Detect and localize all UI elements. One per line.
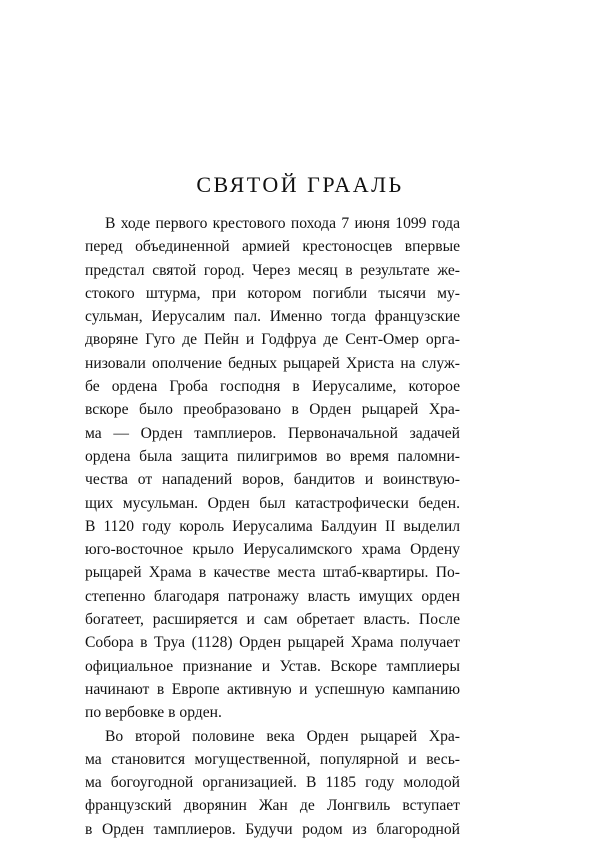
text-line: Собора в Труа (1128) Орден рыцарей Храма получает [85,634,460,652]
text-line: низовали ополчение бедных рыцарей Христа на служ- [85,354,460,372]
text-line: В ходе первого крестового похода 7 июня 1099 года [105,215,460,232]
text-line: ма — Орден тамплиеров. Первоначальной задачей [85,424,460,442]
text-line: по вербовке в орден. [85,704,222,722]
text-line: юго-восточное крыло Иерусалимского храма Ордену [85,541,460,559]
text-line: рыцарей Храма в качестве места штаб-квартиры. По- [85,564,460,582]
text-line: бе ордена Гроба господня в Иерусалиме, которое [85,378,460,396]
text-line: Во второй половине века Орден рыцарей Хра- [105,727,460,745]
text-line: дворяне Гуго де Пейн и Годфруа де Сент-Омер орга- [85,331,460,349]
body-text [85,212,460,841]
text-line: степенно благодаря патронажу власть имущих орден [85,587,460,605]
text-line: в Орден тамплиеров. Будучи родом из благородной [85,820,460,838]
text-line: вскоре было преобразовано в Орден рыцарей Хра- [85,401,460,419]
text-line: перед объединенной армией крестоносцев впервые [85,238,460,256]
text-line: ма богоугодной организацией. В 1185 году молодой [85,774,460,792]
text-line: богатеет, расширяется и сам обретает власть. После [85,611,460,629]
paragraph-2 [85,725,460,841]
text-line: щих мусульман. Орден был катастрофически беден. [85,494,460,512]
text-line: чества от нападений воров, бандитов и воинствую- [85,471,460,489]
text-line: начинают в Европе активную и успешную кампанию [85,680,460,698]
chapter-title: СВЯТОЙ ГРААЛЬ [196,172,404,197]
text-line: сульман, Иерусалим пал. Именно тогда французские [85,308,460,326]
text-line: французский дворянин Жан де Лонгвиль вступает [85,797,460,815]
paragraph-1 [85,212,460,725]
text-line: стокого штурма, при котором погибли тысячи му- [85,284,460,302]
text-line: ма становится могущественной, популярной и весь- [85,750,460,768]
text-line: В 1120 году король Иерусалима Балдуин II выделил [85,517,460,535]
text-line: предстал святой город. Через месяц в результате же- [85,261,460,279]
text-line: официальное признание и Устав. Вскоре тамплиеры [85,657,460,675]
text-line: ордена была защита пилигримов во время паломни- [85,447,460,465]
